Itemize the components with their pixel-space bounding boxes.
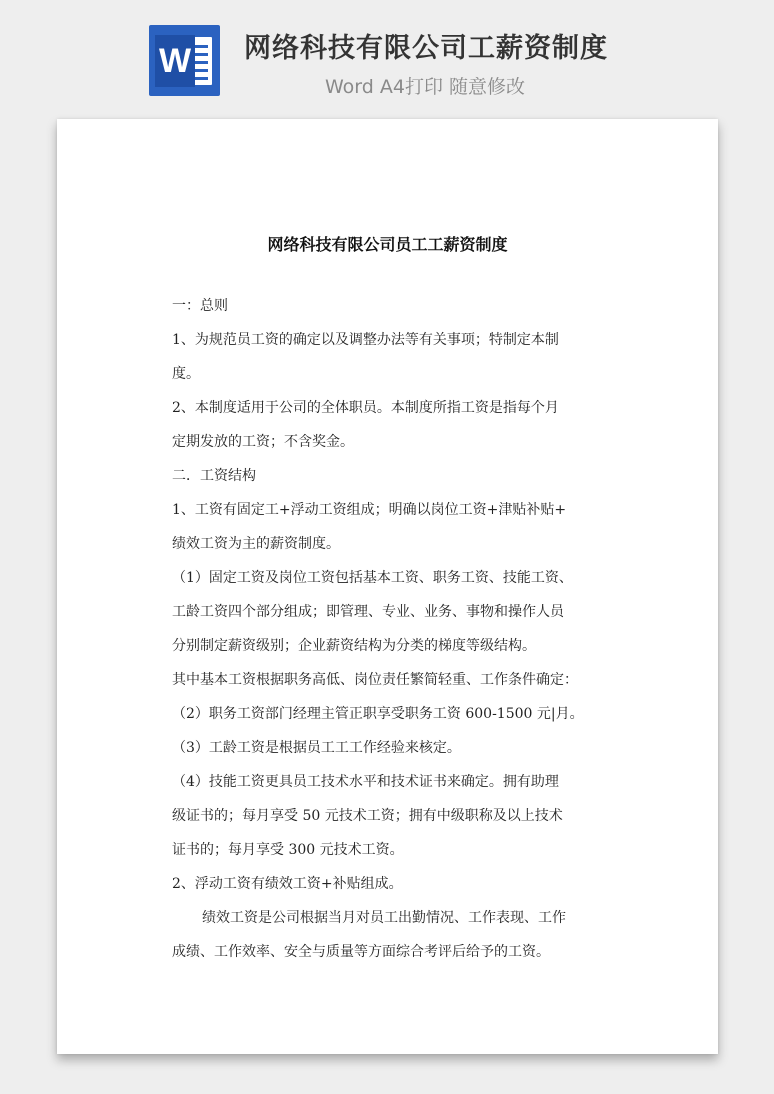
paragraph-line: 度。 xyxy=(172,366,200,382)
header-subtitle: Word A4打印 随意修改 xyxy=(325,76,526,98)
paragraph-line: 成绩、工作效率、安全与质量等方面综合考评后给予的工资。 xyxy=(172,944,550,960)
paragraph-line: 工龄工资四个部分组成；即管理、专业、业务、事物和操作人员 xyxy=(172,604,564,620)
paragraph-line: 其中基本工资根据职务高低、岗位责任繁简轻重、工作条件确定： xyxy=(172,672,578,688)
paragraph-line: （2）职务工资部门经理主管正职享受职务工资 600-1500 元|月。 xyxy=(172,706,584,722)
document-body xyxy=(172,289,607,969)
word-icon xyxy=(149,25,220,96)
paragraph-line: 绩效工资为主的薪资制度。 xyxy=(172,536,340,552)
word-letter: W xyxy=(155,35,195,87)
paragraph-line: 分别制定薪资级别；企业薪资结构为分类的梯度等级结构。 xyxy=(172,638,536,654)
paragraph-line: 定期发放的工资；不含奖金。 xyxy=(172,434,354,450)
section-heading: 二．工资结构 xyxy=(172,468,256,484)
paragraph-line: 2、本制度适用于公司的全体职员。本制度所指工资是指每个月 xyxy=(172,400,559,416)
paragraph-line: （1）固定工资及岗位工资包括基本工资、职务工资、技能工资、 xyxy=(172,570,573,586)
paragraph-line: 1、工资有固定工+浮动工资组成；明确以岗位工资+津贴补贴+ xyxy=(172,502,567,518)
paragraph-line: 级证书的；每月享受 50 元技术工资；拥有中级职称及以上技术 xyxy=(172,808,563,824)
paragraph-line: 证书的；每月享受 300 元技术工资。 xyxy=(172,842,404,858)
document-page xyxy=(57,119,718,1054)
paragraph-line: 2、浮动工资有绩效工资+补贴组成。 xyxy=(172,876,403,892)
paragraph-line: （3）工龄工资是根据员工工工作经验来核定。 xyxy=(172,740,461,756)
header xyxy=(0,0,774,118)
document-title: 网络科技有限公司员工工薪资制度 xyxy=(267,235,508,254)
paragraph-line: 绩效工资是公司根据当月对员工出勤情况、工作表现、工作 xyxy=(202,910,566,926)
section-heading: 一：总则 xyxy=(172,298,228,314)
paragraph-line: 1、为规范员工资的确定以及调整办法等有关事项；特制定本制 xyxy=(172,332,559,348)
paragraph-line: （4）技能工资更具员工技术水平和技术证书来确定。拥有助理 xyxy=(172,774,559,790)
header-title: 网络科技有限公司工薪资制度 xyxy=(244,33,608,64)
